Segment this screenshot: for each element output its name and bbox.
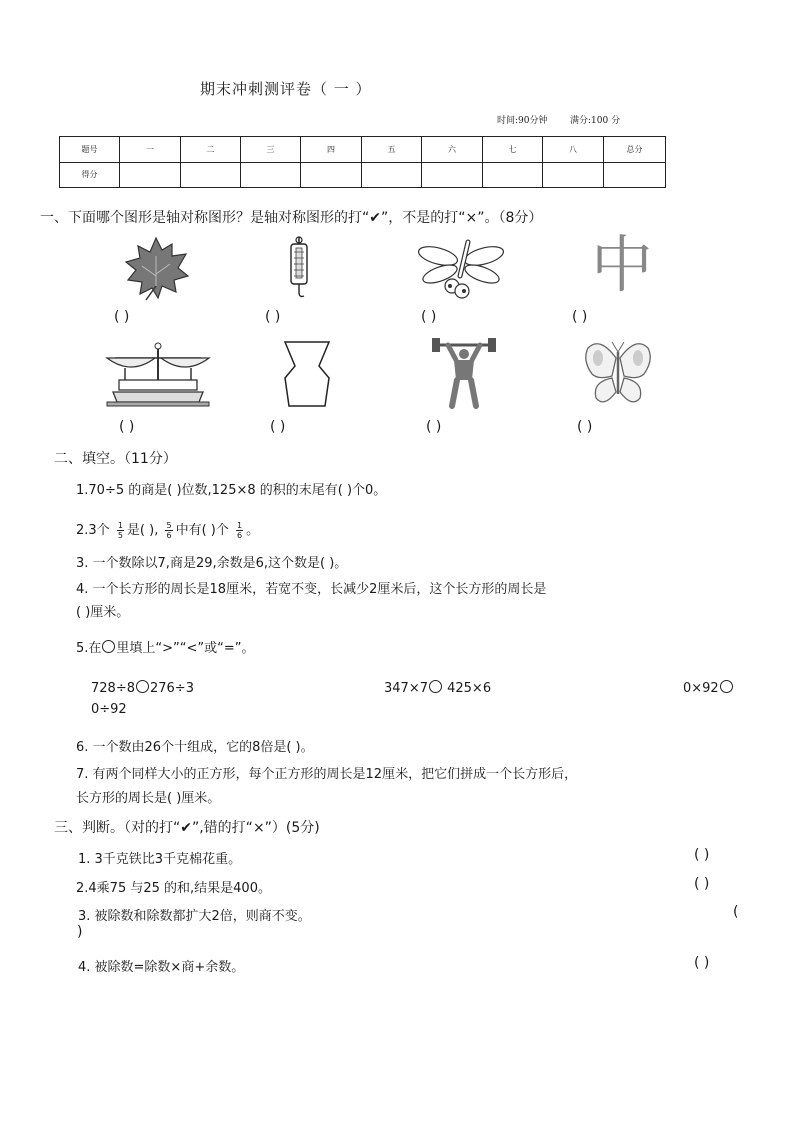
fraction-numerator: 1 <box>237 521 243 530</box>
fraction-numerator: 1 <box>117 521 123 530</box>
q2-text-b: 是( ), <box>126 523 159 538</box>
table-cell: 二 <box>181 137 241 163</box>
leaf-icon <box>122 236 190 302</box>
question-2-3: 3. 一个数除以7,商是29,余数是6,这个数是( )。 <box>76 556 348 571</box>
balance-scale-icon <box>103 340 213 408</box>
section1-heading-a: 一、下面哪个图形是轴对称图形？是轴对称图形的打“ <box>40 210 370 226</box>
judgment-blank[interactable]: ( ) <box>694 847 710 863</box>
question-2-5 <box>76 637 255 656</box>
score-table-header-row <box>60 137 666 163</box>
compare-circle-blank[interactable] <box>720 680 733 693</box>
section2-heading: 二、填空。（11分） <box>54 451 177 467</box>
fraction-denominator: 6 <box>237 531 243 540</box>
dragonfly-icon <box>416 236 506 302</box>
table-cell: 题号 <box>60 137 120 163</box>
page-title: 期末冲刺测评卷（ 一 ） <box>200 80 372 98</box>
score-table <box>59 136 666 188</box>
section3-heading: 三、判断。（对的打“✔”,错的打“×”）(5分) <box>54 820 320 836</box>
question-2-6: 6. 一个数由26个十组成，它的8倍是( )。 <box>76 740 314 755</box>
score-label: 满分:100 分 <box>570 116 621 126</box>
score-blank[interactable] <box>483 162 543 188</box>
judgment-blank-close[interactable]: ) <box>77 924 83 940</box>
answer-blank[interactable]: ( ) <box>119 419 135 435</box>
table-cell: 一 <box>120 137 181 163</box>
fraction-one-fifth <box>117 521 124 540</box>
comparison-right: 425×6 <box>442 681 492 696</box>
question-2-7-line2: 长方形的周长是( )厘米。 <box>76 791 221 806</box>
answer-blank[interactable]: ( ) <box>577 419 593 435</box>
question-2-2 <box>76 519 259 540</box>
fraction-five-sixths <box>165 521 172 540</box>
comparison-left: 347×7 <box>384 681 428 696</box>
comparison-3-right: 0÷92 <box>91 702 127 717</box>
comparison-right: 276÷3 <box>149 681 194 696</box>
table-cell: 得分 <box>60 162 120 188</box>
answer-blank[interactable]: ( ) <box>421 309 437 325</box>
answer-blank[interactable]: ( ) <box>265 309 281 325</box>
comparison-2 <box>384 680 491 696</box>
fraction-denominator: 6 <box>166 531 172 540</box>
fraction-denominator: 5 <box>117 531 123 540</box>
table-cell: 六 <box>422 137 483 163</box>
q2-text-d: 。 <box>246 523 260 538</box>
question-2-4-line2: ( )厘米。 <box>76 605 130 620</box>
check-mark-icon: ✔ <box>369 210 381 226</box>
question-2-4-line1: 4. 一个长方形的周长是18厘米，若宽不变，长减少2厘米后，这个长方形的周长是 <box>76 582 547 597</box>
judgment-item-4: 4. 被除数=除数×商+余数。 <box>78 960 245 975</box>
judgment-item-3: 3. 被除数和除数都扩大2倍，则商不变。 <box>78 909 311 924</box>
comparison-3 <box>683 680 734 696</box>
score-blank[interactable] <box>120 162 181 188</box>
table-cell: 三 <box>241 137 301 163</box>
table-cell: 七 <box>483 137 543 163</box>
comparison-1 <box>91 680 194 696</box>
spring-scale-icon <box>286 236 312 302</box>
score-blank[interactable] <box>543 162 604 188</box>
judgment-blank-open[interactable]: ( <box>733 904 739 920</box>
score-table-score-row <box>60 162 666 188</box>
answer-blank[interactable]: ( ) <box>426 419 442 435</box>
butterfly-icon <box>582 338 654 408</box>
judgment-item-1: 1. 3千克铁比3千克棉花重。 <box>78 852 242 867</box>
judgment-blank[interactable]: ( ) <box>694 876 710 892</box>
time-label: 时间:90分钟 <box>497 116 548 126</box>
q2-text-a: 2.3个 <box>76 523 110 538</box>
compare-circle-blank[interactable] <box>136 680 149 693</box>
score-blank[interactable] <box>301 162 362 188</box>
section1-heading <box>40 207 542 227</box>
judgment-blank[interactable]: ( ) <box>694 955 710 971</box>
table-cell: 八 <box>543 137 604 163</box>
section1-heading-b: ”，不是的打“×”。（8分） <box>381 210 543 226</box>
question-2-7-line1: 7. 有两个同样大小的正方形，每个正方形的周长是12厘米，把它们拼成一个长方形后， <box>76 767 578 782</box>
answer-blank[interactable]: ( ) <box>572 309 588 325</box>
answer-blank[interactable]: ( ) <box>114 309 130 325</box>
answer-blank[interactable]: ( ) <box>270 419 286 435</box>
q2-text-c: 中有( )个 <box>175 523 229 538</box>
comparison-left: 728÷8 <box>91 681 135 696</box>
fraction-numerator: 5 <box>166 521 172 530</box>
score-blank[interactable] <box>241 162 301 188</box>
comparison-left: 0×92 <box>683 681 719 696</box>
compare-circle-icon <box>102 640 115 653</box>
score-blank[interactable] <box>604 162 666 188</box>
vase-shape <box>281 340 333 408</box>
score-blank[interactable] <box>422 162 483 188</box>
q5-text-a: 5.在 <box>76 641 102 656</box>
score-blank[interactable] <box>181 162 241 188</box>
zhong-character: 中 <box>591 228 654 301</box>
q5-text-b: 里填上“>”“<”或“=”。 <box>116 641 255 656</box>
score-blank[interactable] <box>362 162 422 188</box>
judgment-item-2: 2.4乘75 与25 的和,结果是400。 <box>76 881 271 896</box>
fraction-one-sixth <box>236 521 243 540</box>
weightlifter-icon <box>430 336 498 408</box>
question-2-1: 1.70÷5 的商是( )位数,125×8 的积的末尾有( )个0。 <box>76 483 387 498</box>
table-cell: 四 <box>301 137 362 163</box>
table-cell: 总分 <box>604 137 666 163</box>
compare-circle-blank[interactable] <box>429 680 442 693</box>
table-cell: 五 <box>362 137 422 163</box>
